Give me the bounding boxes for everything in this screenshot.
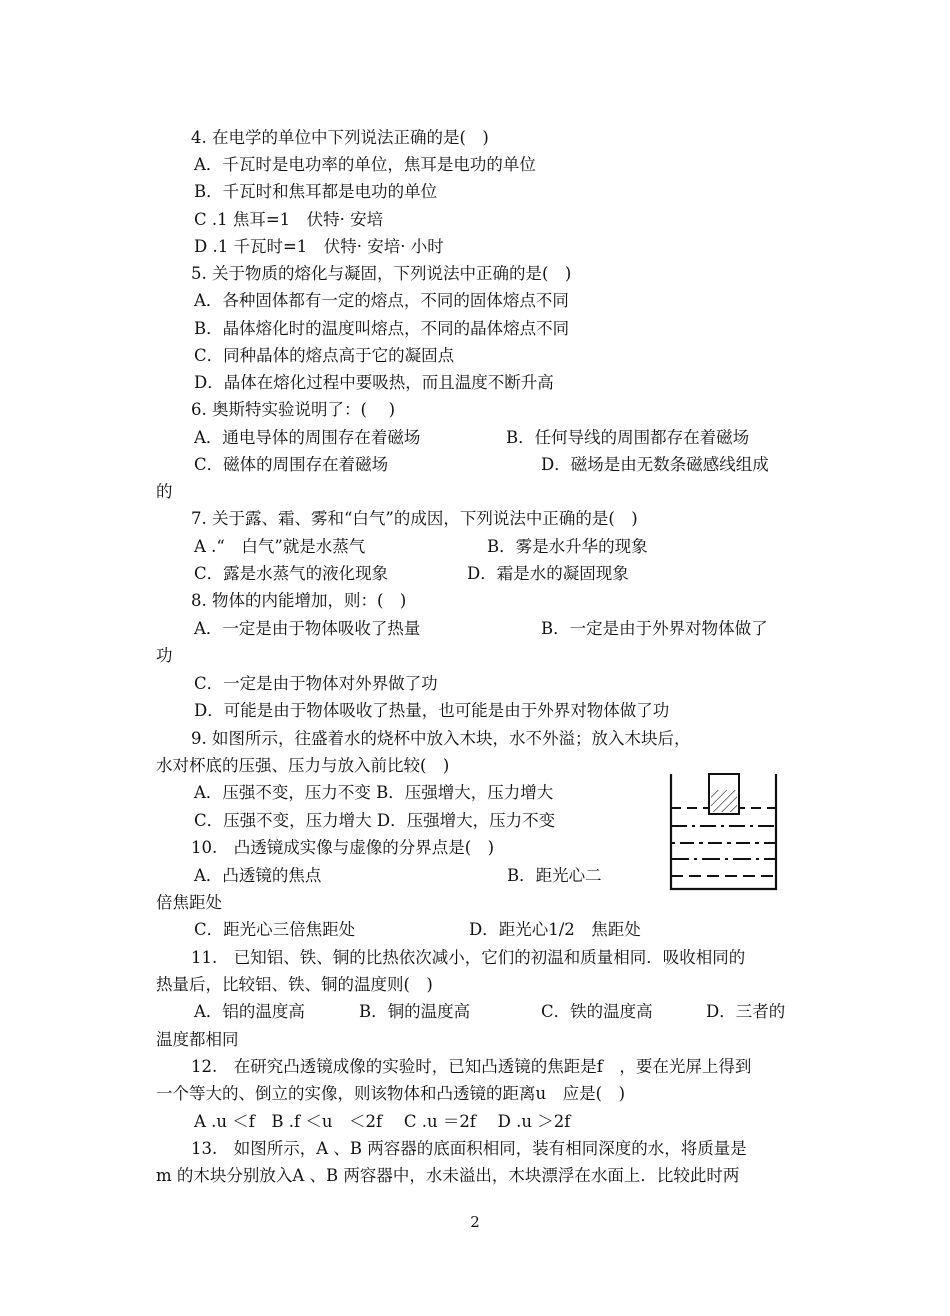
q5-option-c: C．同种晶体的熔点高于它的凝固点 (194, 346, 455, 365)
q8-stem: 8. 物体的内能增加，则：( ) (191, 591, 407, 610)
q13-stem-line-1: 13. 如图所示，A 、B 两容器的底面积相同，装有相同深度的水，将质量是 (191, 1139, 747, 1158)
q11-option-b: B．铜的温度高 (359, 1002, 471, 1021)
beaker-with-wood-block-figure (668, 772, 780, 892)
q8-option-a: A．一定是由于物体吸收了热量 (194, 619, 421, 638)
q9-stem-line-2: 水对杯底的压强、压力与放入前比较( ) (156, 756, 450, 775)
q11-stem-line-1: 11. 已知铝、铁、铜的比热依次减小，它们的初温和质量相同．吸收相同的 (191, 948, 746, 967)
q4-option-c: C .1 焦耳=1 伏特· 安培 (194, 210, 384, 229)
q13-stem-line-2: m 的木块分别放入A 、B 两容器中，水未溢出，木块漂浮在水面上．比较此时两 (156, 1166, 740, 1185)
q5-option-a: A．各种固体都有一定的熔点，不同的固体熔点不同 (194, 291, 569, 310)
q11-option-c: C．铁的温度高 (541, 1002, 653, 1021)
q6-option-c: C．磁体的周围存在着磁场 (194, 455, 389, 474)
q6-stem: 6. 奥斯特实验说明了：( ) (191, 400, 396, 419)
q6-option-d-continued: 的 (156, 482, 173, 501)
q4-option-b: B．千瓦时和焦耳都是电功的单位 (194, 182, 438, 201)
water-level-lines (671, 808, 776, 876)
q11-option-d-continued: 温度都相同 (156, 1030, 239, 1049)
q10-option-c: C．距光心三倍焦距处 (194, 920, 356, 939)
q9-stem-line-1: 9. 如图所示，往盛着水的烧杯中放入木块，水不外溢；放入木块后， (191, 729, 691, 748)
q5-option-d: D．晶体在熔化过程中要吸热，而且温度不断升高 (194, 373, 554, 392)
q7-option-c: C．露是水蒸气的液化现象 (194, 564, 389, 583)
q5-stem: 5. 关于物质的熔化与凝固，下列说法中正确的是( ) (191, 264, 572, 283)
q8-option-b: B．一定是由于外界对物体做了 (541, 619, 768, 638)
q6-option-d: D．磁场是由无数条磁感线组成 (541, 455, 769, 474)
q10-option-a: A．凸透镜的焦点 (194, 866, 322, 885)
q9-options-cd: C．压强不变，压力增大 D．压强增大，压力不变 (194, 811, 556, 830)
wood-block (709, 774, 739, 814)
q8-option-d: D．可能是由于物体吸收了热量，也可能是由于外界对物体做了功 (194, 701, 670, 720)
q8-option-b-continued: 功 (156, 646, 173, 665)
q7-option-b: B．雾是水升华的现象 (487, 537, 648, 556)
q7-option-a: A .“ 白气”就是水蒸气 (194, 537, 366, 556)
q6-option-a: A．通电导体的周围存在着磁场 (194, 428, 421, 447)
q4-option-d: D .1 千瓦时=1 伏特· 安培· 小时 (194, 237, 444, 256)
q10-stem: 10. 凸透镜成实像与虚像的分界点是( ) (191, 838, 495, 857)
q11-option-d: D．三者的 (706, 1002, 786, 1021)
q7-option-d: D．霜是水的凝固现象 (467, 564, 629, 583)
q12-stem-line-2: 一个等大的、倒立的实像，则该物体和凸透镜的距离u 应是( ) (156, 1084, 626, 1103)
q6-option-b: B．任何导线的周围都存在着磁场 (506, 428, 750, 447)
q9-options-ab: A．压强不变，压力不变 B．压强增大，压力增大 (194, 783, 554, 802)
q12-stem-line-1: 12. 在研究凸透镜成像的实验时，已知凸透镜的焦距是f ，要在光屏上得到 (191, 1057, 752, 1076)
q7-stem: 7. 关于露、霜、雾和“白气”的成因，下列说法中正确的是( ) (191, 509, 638, 528)
q5-option-b: B．晶体熔化时的温度叫熔点，不同的晶体熔点不同 (194, 319, 570, 338)
q10-option-b: B．距光心二 (507, 866, 602, 885)
q4-option-a: A．千瓦时是电功率的单位，焦耳是电功的单位 (194, 155, 536, 174)
q10-option-d: D．距光心1/2 焦距处 (469, 920, 641, 939)
q8-option-c: C．一定是由于物体对外界做了功 (194, 674, 438, 693)
q10-option-b-continued: 倍焦距处 (156, 893, 222, 912)
q11-stem-line-2: 热量后，比较铝、铁、铜的温度则( ) (156, 975, 433, 994)
q12-options: A .u ＜f B .f ＜u ＜2f C .u ＝2f D .u ＞2f (194, 1112, 571, 1131)
q4-stem: 4. 在电学的单位中下列说法正确的是( ) (191, 128, 489, 147)
page-number: 2 (470, 1213, 480, 1231)
q11-option-a: A．铝的温度高 (194, 1002, 305, 1021)
